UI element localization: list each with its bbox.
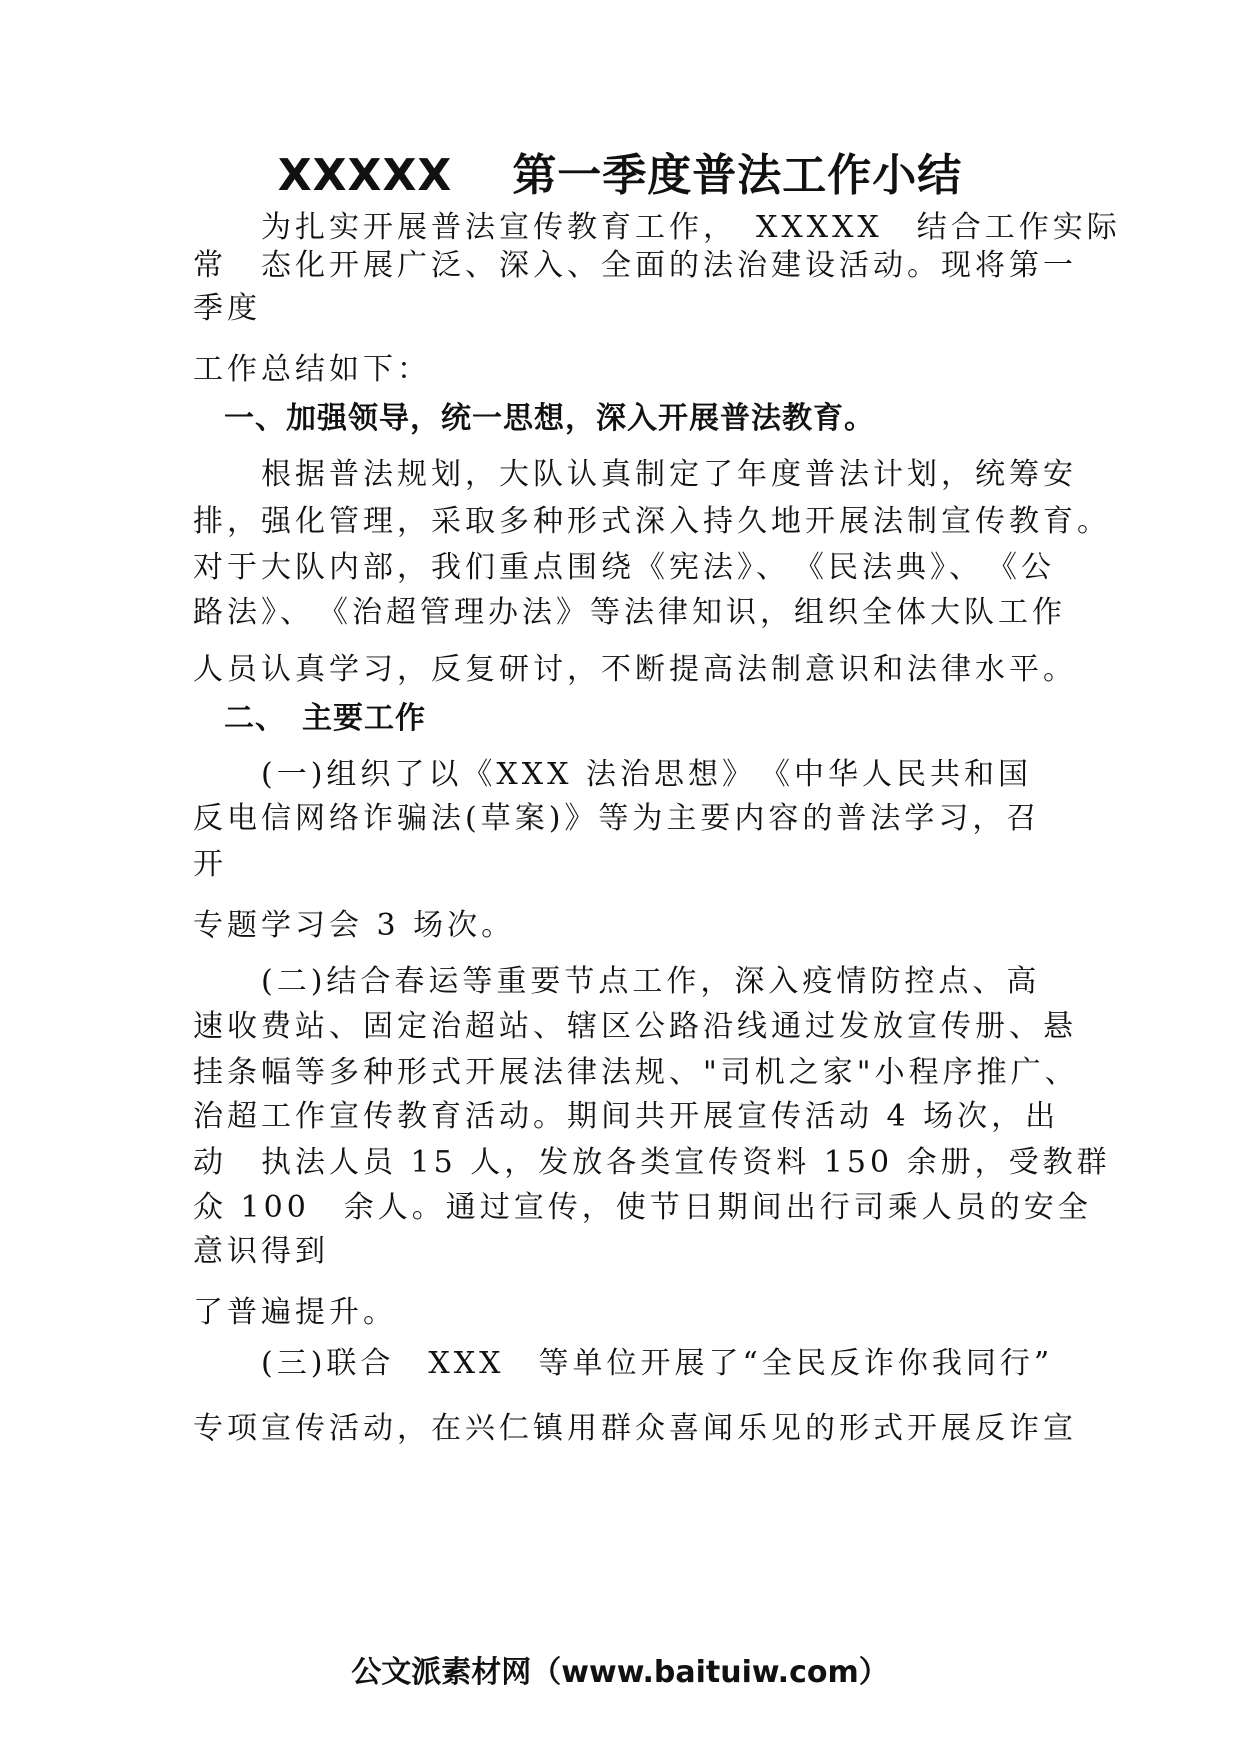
title-text: 第一季度普法工作小结: [512, 150, 963, 201]
paragraph-line: 反电信网络诈骗法(草案)》等为主要内容的普法学习，召: [193, 801, 1041, 836]
section-heading-1: 一、加强领导，统一思想，深入开展普法教育。: [193, 401, 875, 436]
paragraph-line: 对于大队内部，我们重点围绕《宪法》、 《民法典》、 《公: [193, 550, 1055, 585]
paragraph-line: 专项宣传活动，在兴仁镇用群众喜闻乐见的形式开展反诈宣: [193, 1411, 1077, 1446]
paragraph-line: 众 100 余人。通过宣传，使节日期间出行司乘人员的安全: [193, 1190, 1092, 1225]
paragraph-line: 意识得到: [193, 1234, 329, 1269]
page-title: [0, 146, 1240, 206]
paragraph-line: 季度: [193, 291, 261, 326]
section-heading-2: 二、 主要工作: [193, 701, 426, 736]
paragraph-line: 根据普法规划，大队认真制定了年度普法计划，统筹安: [193, 457, 1077, 492]
paragraph-line: 动 执法人员 15 人，发放各类宣传资料 150 余册，受教群: [193, 1145, 1111, 1180]
paragraph-line: 工作总结如下：: [193, 352, 431, 387]
paragraph-line: 治超工作宣传教育活动。期间共开展宣传活动 4 场次，出: [193, 1099, 1060, 1134]
paragraph-line: 排，强化管理，采取多种形式深入持久地开展法制宣传教育。: [193, 504, 1111, 539]
paragraph-line: 专题学习会 3 场次。: [193, 908, 516, 943]
paragraph-line: 开: [193, 847, 227, 882]
paragraph-line: 了普遍提升。: [193, 1295, 397, 1330]
paragraph-line: (三)联合 XXX 等单位开展了“全民反诈你我同行”: [193, 1346, 1054, 1381]
paragraph-line: 常 态化开展广泛、深入、全面的法治建设活动。现将第一: [193, 248, 1077, 283]
paragraph-line: 路法》、 《治超管理办法》等法律知识，组织全体大队工作: [193, 595, 1066, 630]
footer-watermark: 公文派素材网（www.baituiw.com）: [351, 1655, 889, 1690]
paragraph-line: 挂条幅等多种形式开展法律法规、"司机之家"小程序推广、: [193, 1055, 1079, 1090]
paragraph-line: 人员认真学习，反复研讨，不断提高法制意识和法律水平。: [193, 652, 1077, 687]
title-org-placeholder: XXXXX: [277, 150, 453, 201]
paragraph-line: (二)结合春运等重要节点工作，深入疫情防控点、高: [193, 964, 1041, 999]
paragraph-line: (一)组织了以《XXX 法治思想》 《中华人民共和国: [193, 757, 1033, 792]
paragraph-line: 速收费站、固定治超站、辖区公路沿线通过发放宣传册、悬: [193, 1009, 1077, 1044]
paragraph-line: 为扎实开展普法宣传教育工作， XXXXX 结合工作实际: [193, 210, 1121, 245]
